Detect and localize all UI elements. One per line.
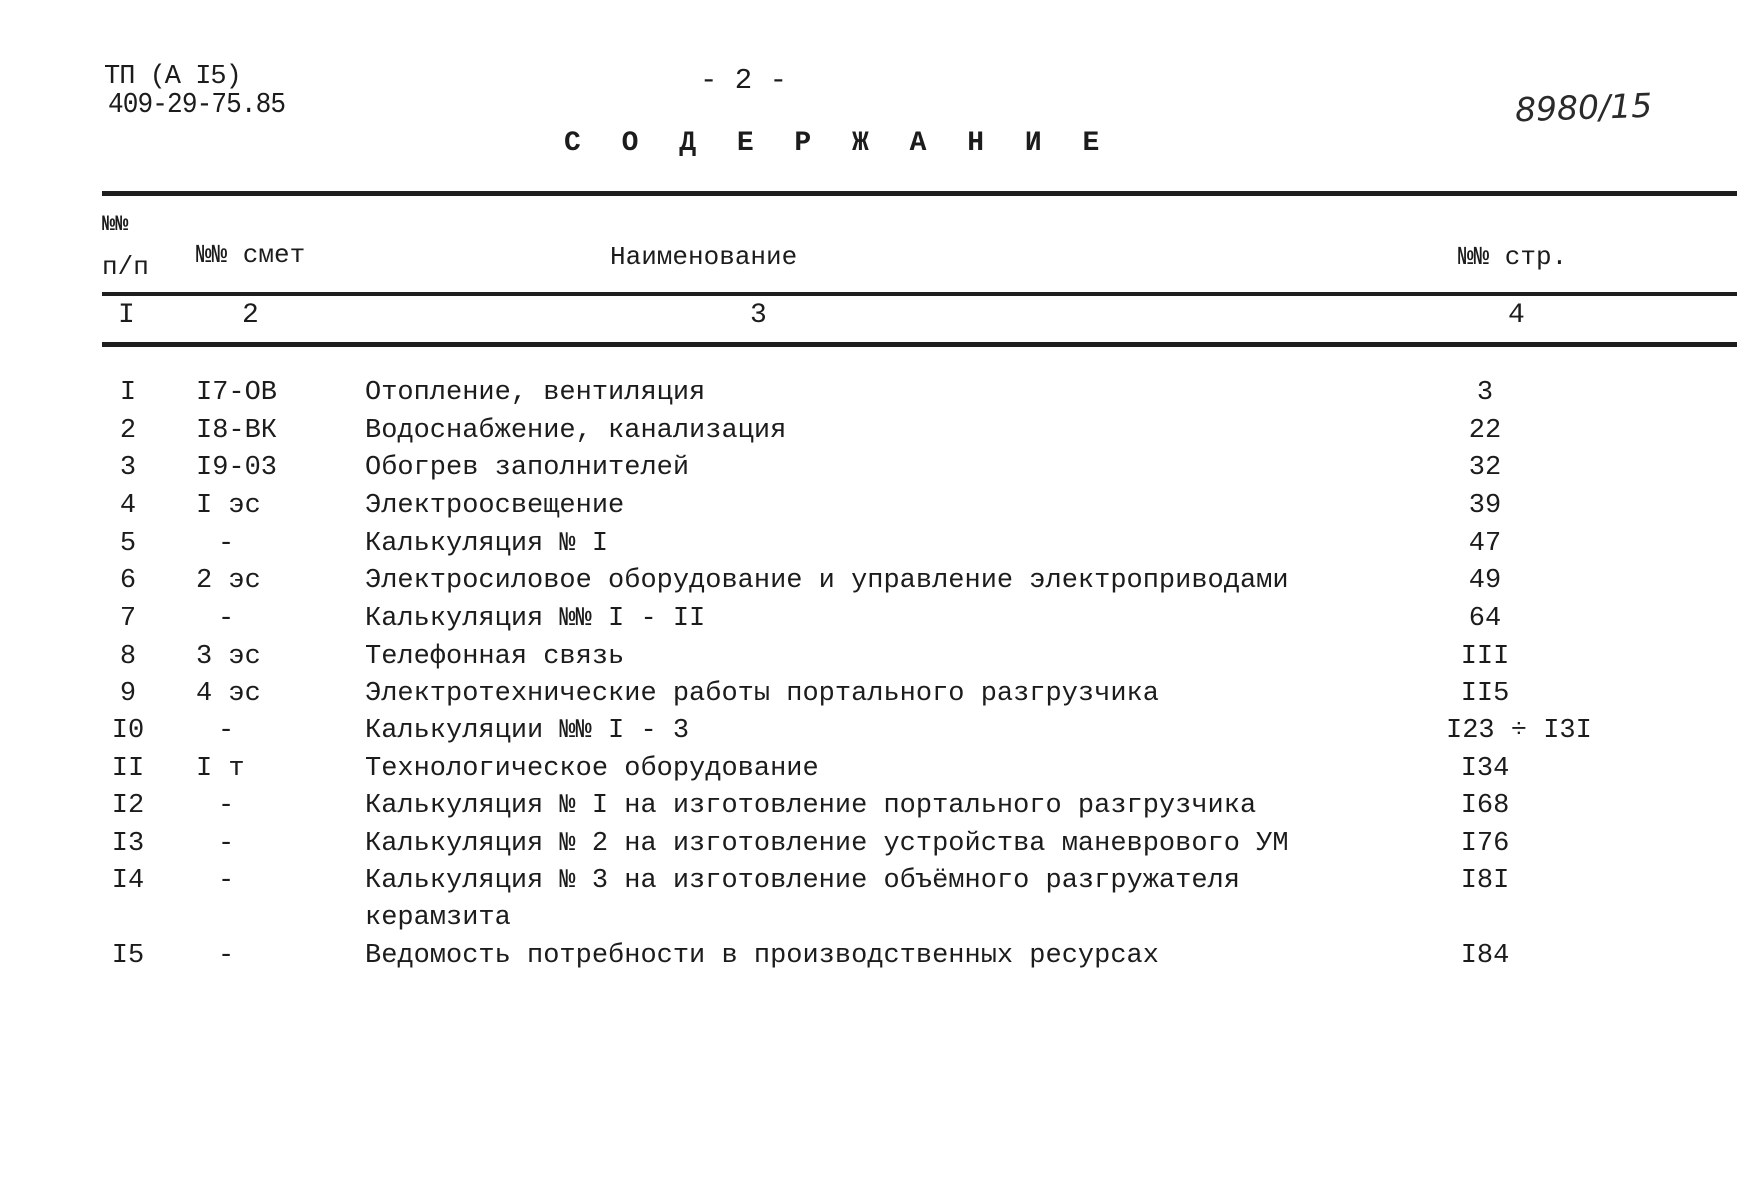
row-page: I8I (1460, 866, 1510, 896)
row-name: Ведомость потребности в производственных ресурсах (365, 941, 1159, 971)
row-page: II5 (1460, 679, 1510, 709)
project-code-number: 409-29-75.85 (108, 88, 286, 121)
row-number: 8 (119, 642, 137, 672)
row-name: Калькуляция № I на изготовление портального разгрузчика (365, 791, 1257, 821)
column-number-3: 3 (750, 300, 767, 331)
row-number: 7 (119, 604, 137, 634)
column-number-1: I (118, 300, 135, 331)
row-page: I23 ÷ I3I (1446, 716, 1592, 746)
row-estimate: - (218, 866, 235, 896)
table-row (0, 829, 1737, 867)
page-title: С О Д Е Р Ж А Н И Е (564, 128, 1112, 159)
table-row (0, 529, 1737, 567)
table-row (0, 642, 1737, 680)
column-header-estimate: №№ смет (196, 240, 306, 270)
table-row (0, 378, 1737, 416)
table-row (0, 491, 1737, 529)
row-name: Водоснабжение, канализация (365, 416, 787, 446)
table-row (0, 453, 1737, 491)
row-number: I5 (111, 941, 145, 971)
row-page: I76 (1460, 829, 1510, 859)
row-estimate: - (218, 529, 235, 559)
row-page: I68 (1460, 791, 1510, 821)
column-header-name: Наименование (610, 242, 798, 272)
table-row (0, 566, 1737, 604)
row-number: I2 (111, 791, 145, 821)
row-name: Технологическое оборудование (365, 754, 819, 784)
row-page: 32 (1468, 453, 1502, 483)
column-number-4: 4 (1508, 300, 1525, 331)
row-page: 39 (1468, 491, 1502, 521)
table-row (0, 941, 1737, 979)
row-page: III (1460, 642, 1510, 672)
row-estimate: I т (196, 754, 245, 784)
project-code-label: ТП (А I5) (104, 62, 241, 92)
row-number: 4 (119, 491, 137, 521)
row-page: I84 (1460, 941, 1510, 971)
row-name: Электроосвещение (365, 491, 625, 521)
page-number: - 2 - (700, 64, 788, 97)
row-number: 3 (119, 453, 137, 483)
row-estimate: I эс (196, 491, 261, 521)
row-page: 3 (1476, 378, 1494, 408)
row-estimate: - (218, 791, 235, 821)
table-row (0, 679, 1737, 717)
table-top-rule (102, 191, 1737, 196)
row-page: I34 (1460, 754, 1510, 784)
row-estimate: 3 эс (196, 642, 261, 672)
row-estimate: 4 эс (196, 679, 261, 709)
row-name: Калькуляция №№ I - II (365, 604, 706, 634)
row-estimate: 2 эс (196, 566, 261, 596)
row-number: II (111, 754, 145, 784)
handwritten-archive-number: 8980/15 (1514, 85, 1653, 130)
row-estimate: - (218, 716, 235, 746)
row-name: Электротехнические работы портального разгрузчика (365, 679, 1159, 709)
row-number: I0 (111, 716, 145, 746)
row-name: Калькуляция № 2 на изготовление устройства маневрового УМ (365, 829, 1289, 859)
column-header-page: №№ стр. (1458, 242, 1568, 272)
row-number: 6 (119, 566, 137, 596)
table-header-rule (102, 292, 1737, 296)
row-number: I (119, 378, 137, 408)
table-row (0, 866, 1737, 942)
row-page: 47 (1468, 529, 1502, 559)
row-name: Телефонная связь (365, 642, 625, 672)
column-header-number-symbol: №№ (102, 212, 129, 237)
table-row (0, 791, 1737, 829)
row-page: 22 (1468, 416, 1502, 446)
row-estimate: I9-03 (196, 453, 278, 483)
table-row (0, 604, 1737, 642)
row-number: 2 (119, 416, 137, 446)
row-name: Калькуляция № I (365, 529, 609, 559)
table-row (0, 416, 1737, 454)
row-estimate: - (218, 829, 235, 859)
row-estimate: I8-ВК (196, 416, 278, 446)
column-header-number: п/п (102, 252, 149, 282)
row-page: 49 (1468, 566, 1502, 596)
row-number: 5 (119, 529, 137, 559)
row-name: Калькуляции №№ I - 3 (365, 716, 690, 746)
row-number: 9 (119, 679, 137, 709)
row-estimate: - (218, 941, 235, 971)
table-row (0, 754, 1737, 792)
row-number: I3 (111, 829, 145, 859)
row-name: Калькуляция № 3 на изготовление объёмного разгружателя (365, 866, 1240, 896)
table-column-numbers-rule (102, 342, 1737, 347)
row-number: I4 (111, 866, 145, 896)
row-name: Обогрев заполнителей (365, 453, 690, 483)
row-estimate: - (218, 604, 235, 634)
row-page: 64 (1468, 604, 1502, 634)
row-name: Электросиловое оборудование и управление электроприводами (365, 566, 1289, 596)
column-number-2: 2 (242, 300, 259, 331)
row-name: Отопление, вентиляция (365, 378, 706, 408)
row-estimate: I7-ОВ (196, 378, 278, 408)
table-row (0, 716, 1737, 754)
row-name-continuation: керамзита (365, 903, 511, 933)
